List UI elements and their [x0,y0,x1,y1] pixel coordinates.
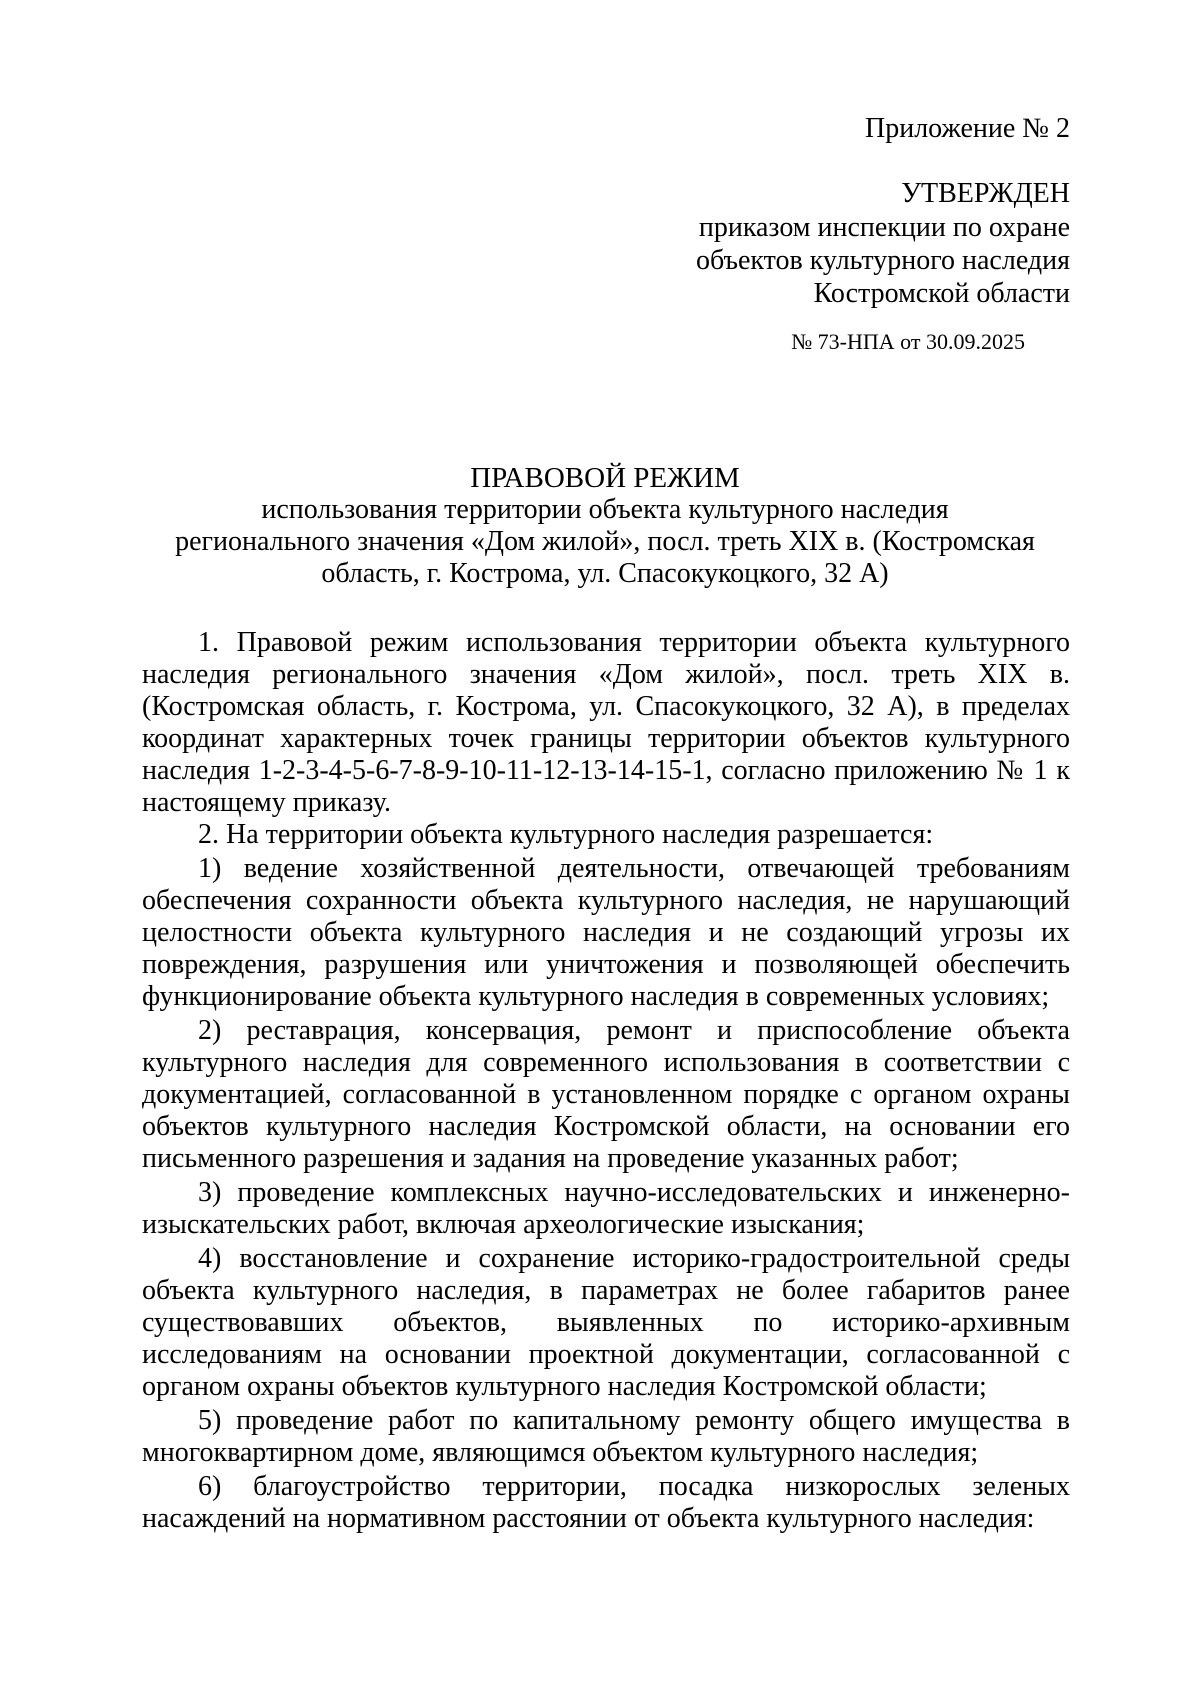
approval-block [550,112,1070,356]
approved-by-line-1: приказом инспекции по охране [698,212,1070,243]
order-number: № 73-НПА от 30.09.2025 [791,329,1025,354]
approved-by-line-2: объектов культурного наследия [695,245,1070,276]
paragraph-1: 1. Правовой режим использования территории объекта культурного наследия регионального значения «Дом жилой», посл. треть XIX в. (Костромская область, г. Кострома, ул. Спасокукоцкого, 32 А), в пределах координат характерных точек границы территории объектов культурного наследия 1-2-3-4-5-6-7-8-9-10-11-12-13-14-15-1, согласно приложению № 1 к настоящему приказу. [142,627,1070,818]
paragraph-2: 2. На территории объекта культурного наследия разрешается: [198,819,934,850]
list-item-3: 3) проведение комплексных научно-исследовательских и инженерно-изыскательских работ, включая археологические изыскания; [142,1177,1070,1240]
approved-stamp-text: УТВЕРЖДЕН [901,178,1070,209]
approved-by-line-3: Костромской области [813,278,1070,309]
title-heading: ПРАВОВОЙ РЕЖИМ [470,462,740,494]
title-subtitle-line-2: регионального значения «Дом жилой», посл. треть XIX в. (Костромская [175,526,1035,557]
document-body [142,627,1070,1535]
list-item-6: 6) благоустройство территории, посадка низкорослых зеленых насаждений на нормативном расстоянии от объекта культурного наследия: [142,1471,1070,1534]
document-title [140,462,1070,590]
list-item-2: 2) реставрация, консервация, ремонт и приспособление объекта культурного наследия для современного использования в соответствии с документацией, согласованной в установленном порядке с органом охраны объектов культурного наследия Костромской области, на основании его письменного разрешения и задания на проведение указанных работ; [142,1015,1070,1174]
annex-label: Приложение № 2 [865,113,1070,144]
title-subtitle-line-1: использования территории объекта культурного наследия [261,494,949,525]
title-subtitle-line-3: область, г. Кострома, ул. Спасокукоцкого, 32 А) [321,558,889,589]
list-item-5: 5) проведение работ по капитальному ремонту общего имущества в многоквартирном доме, являющимся объектом культурного наследия; [142,1405,1070,1468]
list-item-4: 4) восстановление и сохранение историко-градостроительной среды объекта культурного наследия, в параметрах не более габаритов ранее существовавших объектов, выявленных по историко-архивным исследованиям на основании проектной документации, согласованной с органом охраны объектов культурного наследия Костромской области; [142,1243,1070,1402]
list-item-1: 1) ведение хозяйственной деятельности, отвечающей требованиям обеспечения сохранности объекта культурного наследия, не нарушающий целостности объекта культурного наследия и не создающий угрозы их повреждения, разрушения или уничтожения и позволяющей обеспечить функционирование объекта культурного наследия в современных условиях; [142,853,1070,1012]
